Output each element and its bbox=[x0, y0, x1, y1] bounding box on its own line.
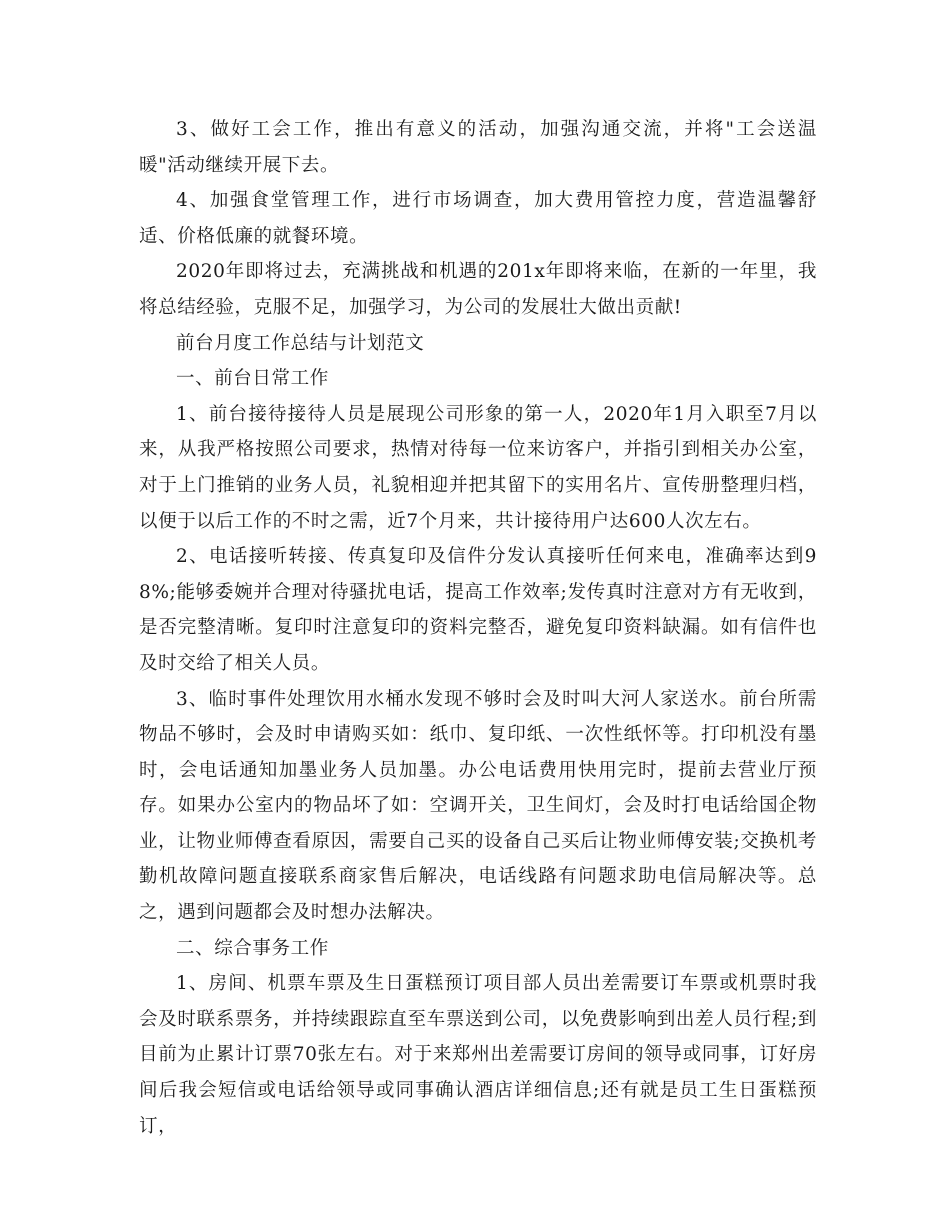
heading-general-affairs: 二、综合事务工作 bbox=[176, 937, 329, 959]
paragraph-incident-handling: 3、临时事件处理饮用水桶水发现不够时会及时叫大河人家送水。前台所需物品不够时，会及时申请购买如：纸巾、复印纸、一次性纸怀等。打印机没有墨时，会电话通知加墨业务人员加墨。办公电话费用快用完时，提前去营业厅预存。如果办公室内的物品坏了如：空调开关，卫生间灯，会及时打电话给国企物业，让物业师傅查看原因，需要自己买的设备自己买后让物业师傅安装;交换机考勤机故障问题直接联系商家售后解决，电话线路有问题求助电信局解决等。总之，遇到问题都会及时想办法解决。 bbox=[139, 688, 817, 924]
document-body bbox=[139, 112, 817, 1144]
paragraph-reception: 1、前台接待接待人员是展现公司形象的第一人，2020年1月入职至7月以来，从我严格按照公司要求，热情对待每一位来访客户，并指引到相关办公室，对于上门推销的业务人员，礼貌相迎并把其留下的实用名片、宣传册整理归档，以便于以后工作的不时之需，近7个月来，共计接待用户达600人次左右。 bbox=[139, 403, 817, 532]
heading-daily-work: 一、前台日常工作 bbox=[176, 368, 329, 390]
paragraph-booking: 1、房间、机票车票及生日蛋糕预订项目部人员出差需要订车票或机票时我会及时联系票务，并持续跟踪直至车票送到公司，以免费影响到出差人员行程;到目前为止累计订票70张左右。对于来郑州出差需要订房间的领导或同事，订好房间后我会短信或电话给领导或同事确认酒店详细信息;还有就是员工生日蛋糕预订， bbox=[139, 973, 817, 1137]
paragraph-canteen-management: 4、加强食堂管理工作，进行市场调查，加大费用管控力度，营造温馨舒适、价格低廉的就餐环境。 bbox=[139, 190, 817, 247]
paragraph-phone-fax-mail: 2、电话接听转接、传真复印及信件分发认真接听任何来电，准确率达到98%;能够委婉并合理对待骚扰电话，提高工作效率;发传真时注意对方有无收到，是否完整清晰。复印时注意复印的资料完整否，避免复印资料缺漏。如有信件也及时交给了相关人员。 bbox=[139, 546, 817, 674]
section-title: 前台月度工作总结与计划范文 bbox=[176, 332, 425, 354]
paragraph-year-closing: 2020年即将过去，充满挑战和机遇的201x年即将来临，在新的一年里，我将总结经验，克服不足，加强学习，为公司的发展壮大做出贡献! bbox=[139, 261, 817, 318]
paragraph-union-work: 3、做好工会工作，推出有意义的活动，加强沟通交流，并将"工会送温暖"活动继续开展下去。 bbox=[139, 119, 817, 176]
